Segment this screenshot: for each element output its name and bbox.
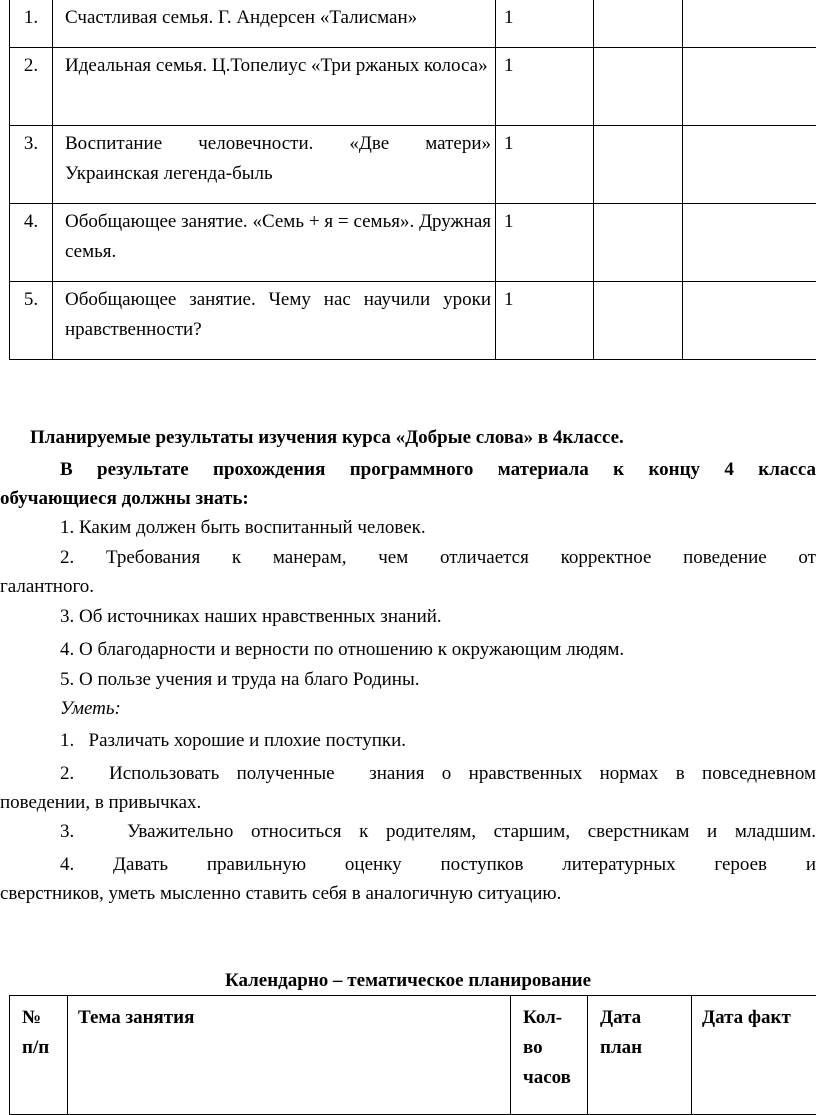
table-row (10, 204, 816, 282)
able-heading: Уметь: (60, 694, 816, 724)
lesson-hours: 1 (496, 48, 594, 126)
able-item-4-line2: сверстников, уметь мысленно ставить себя в аналогичную ситуацию. (0, 879, 816, 909)
lesson-date-fact (683, 126, 816, 204)
able-item-1: 1. Различать хорошие и плохие поступки. (60, 726, 816, 756)
table-row (10, 126, 816, 204)
lesson-date-plan (594, 0, 683, 48)
lesson-topic: Обобщающее занятие. «Семь + я = семья». Дружная семья. (53, 204, 496, 282)
header-num-line2: п/п (22, 1033, 67, 1063)
header-topic: Тема занятия (68, 996, 511, 1115)
lesson-topic: Счастливая семья. Г. Андерсен «Талисман» (53, 0, 496, 48)
lesson-date-fact (683, 48, 816, 126)
header-hours (511, 996, 588, 1115)
able-item-2-line2: поведении, в привычках. (0, 788, 816, 818)
lesson-hours: 1 (496, 282, 594, 360)
header-hours-line1: Кол- (523, 1003, 587, 1033)
calendar-table (9, 995, 816, 1115)
header-num-line1: № (22, 1003, 67, 1033)
results-intro-line2: обучающиеся должны знать: (0, 484, 816, 514)
lesson-number: 5. (10, 282, 53, 360)
table-header-row (10, 996, 816, 1115)
lesson-date-plan (594, 48, 683, 126)
lesson-number: 2. (10, 48, 53, 126)
lesson-hours: 1 (496, 126, 594, 204)
header-date-fact: Дата факт (692, 996, 816, 1115)
know-item-2-line1: 2. Требования к манерам, чем отличается корректное поведение от (60, 543, 816, 573)
lesson-number: 1. (10, 0, 53, 48)
lesson-topic: Обобщающее занятие. Чему нас научили уроки нравственности? (53, 282, 496, 360)
lesson-number: 4. (10, 204, 53, 282)
lesson-date-fact (683, 0, 816, 48)
results-intro-line1: В результате прохождения программного материала к концу 4 класса (60, 455, 816, 485)
header-date-plan (588, 996, 692, 1115)
lesson-hours: 1 (496, 0, 594, 48)
know-item-4: 4. О благодарности и верности по отношению к окружающим людям. (60, 635, 816, 665)
know-item-1: 1. Каким должен быть воспитанный человек. (60, 513, 816, 543)
know-item-2-line2: галантного. (0, 572, 816, 602)
able-item-3: 3. Уважительно относиться к родителям, старшим, сверстникам и младшим. (60, 817, 816, 847)
header-plan-line2: план (600, 1033, 691, 1063)
know-item-3: 3. Об источниках наших нравственных знаний. (60, 602, 816, 632)
lesson-date-plan (594, 126, 683, 204)
results-heading: Планируемые результаты изучения курса «Добрые слова» в 4классе. (30, 423, 816, 453)
header-hours-line2: во (523, 1033, 587, 1063)
table-row (10, 0, 816, 48)
lesson-date-plan (594, 204, 683, 282)
lessons-table (9, 0, 816, 360)
header-num (10, 996, 68, 1115)
lesson-topic: Идеальная семья. Ц.Топелиус «Три ржаных колоса» (53, 48, 496, 126)
header-hours-line3: часов (523, 1063, 587, 1093)
table-row (10, 282, 816, 360)
lesson-number: 3. (10, 126, 53, 204)
calendar-title: Календарно – тематическое планирование (0, 966, 816, 996)
able-item-4-line1: 4. Давать правильную оценку поступков литературных героев и (60, 850, 816, 880)
header-plan-line1: Дата (600, 1003, 691, 1033)
know-item-5: 5. О пользе учения и труда на благо Родины. (60, 665, 816, 695)
lesson-hours: 1 (496, 204, 594, 282)
lesson-topic: Воспитание человечности. «Две матери» Украинская легенда-быль (53, 126, 496, 204)
lesson-date-plan (594, 282, 683, 360)
lesson-date-fact (683, 282, 816, 360)
lesson-date-fact (683, 204, 816, 282)
table-row (10, 48, 816, 126)
able-item-2-line1: 2. Использовать полученные знания о нравственных нормах в повседневном (60, 759, 816, 789)
